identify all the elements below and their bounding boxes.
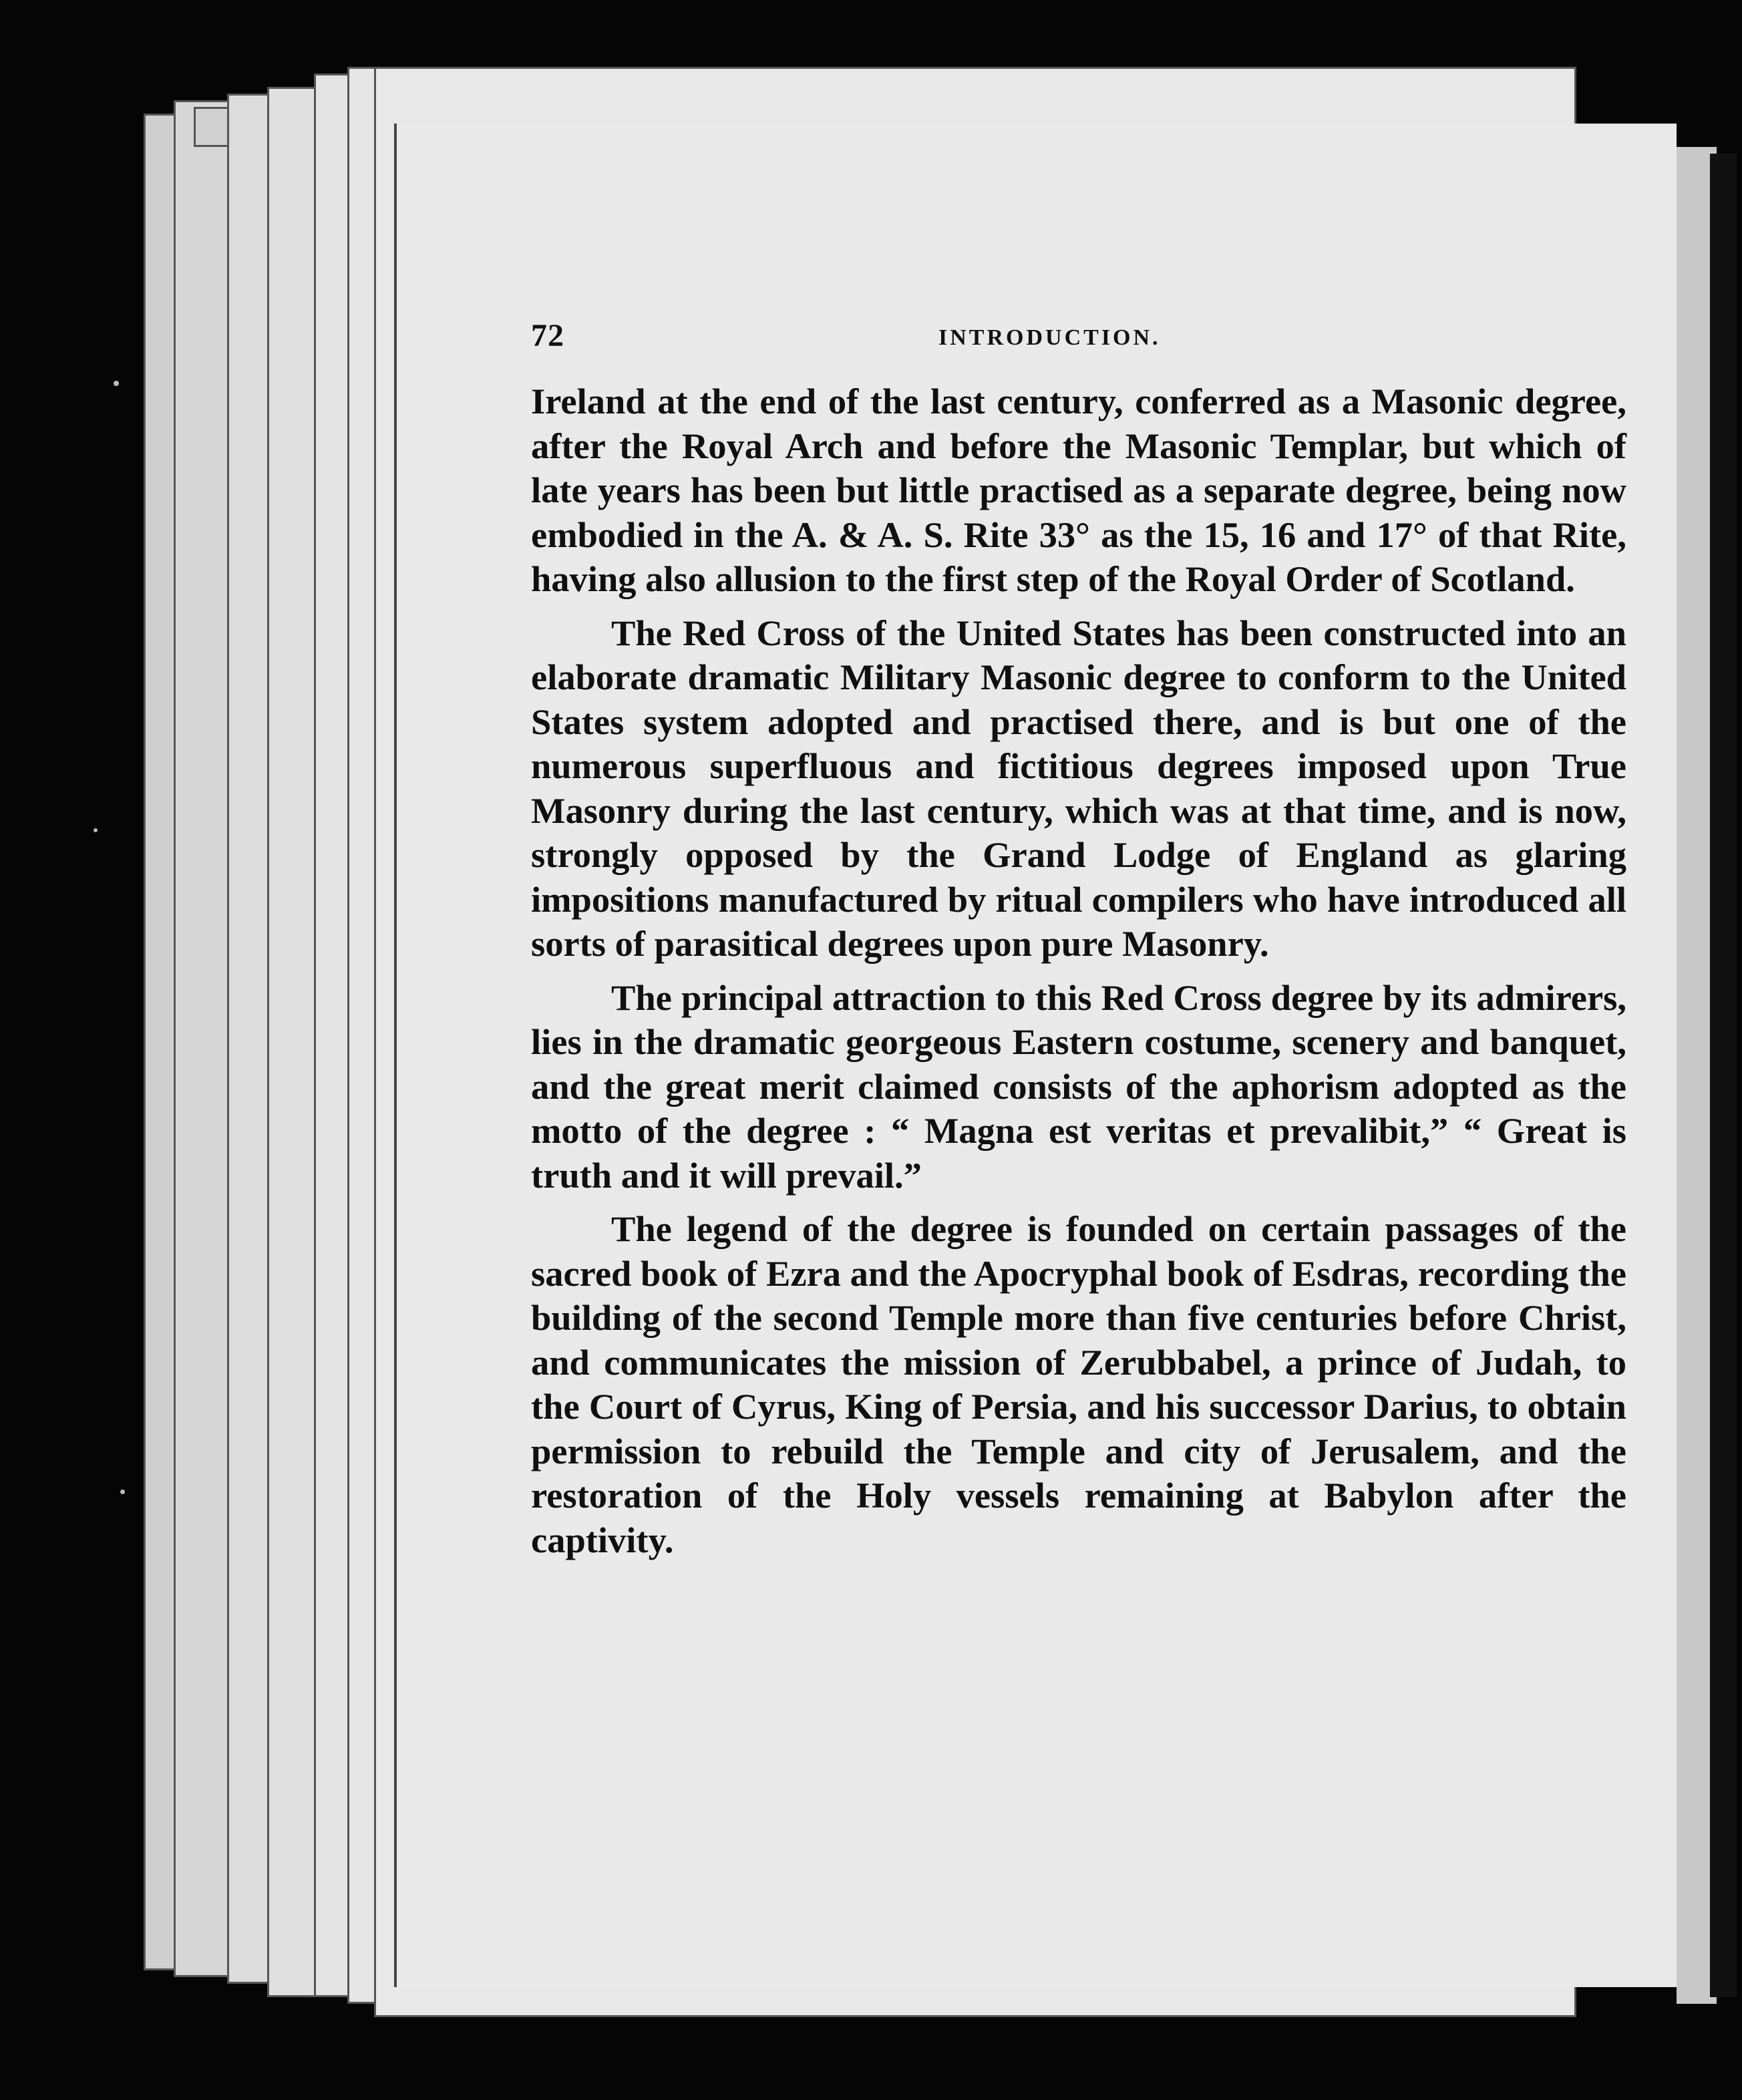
- page-number: 72: [531, 318, 564, 353]
- scan-speck: [120, 1490, 125, 1494]
- paragraph: Ireland at the end of the last century, conferred as a Masonic degree, after the Royal Arch and before the Masonic Templar, but which of late years has been but little practised as a separate degree, being now embodied in the A. & A. S. Rite 33° as the 15, 16 and 17° of that Rite, having also allusion to the first step of the Royal Order of Scotland.: [531, 381, 1626, 599]
- body-text: [531, 379, 1626, 1572]
- scan-speck: [94, 828, 98, 832]
- page-header: [531, 317, 1626, 364]
- page-shadow: [1710, 154, 1737, 1997]
- scan-speck: [114, 381, 119, 386]
- running-head: INTRODUCTION.: [938, 325, 1161, 350]
- paragraph: The Red Cross of the United States has been constructed into an elaborate dramatic Military Masonic degree to conform to the United States system adopted and practised there, and is but one of the numerous superfluous and fictitious degrees imposed upon True Masonry during the last century, which was at that time, and is now, strongly opposed by the Grand Lodge of England as glaring impositions manufactured by ritual compilers who have introduced all sorts of parasitical degrees upon pure Masonry.: [531, 612, 1626, 964]
- paragraph: The legend of the degree is founded on certain passages of the sacred book of Ezra and the Apocryphal book of Esdras, recording the building of the second Temple more than five centuries before Christ, and communicates the mission of Zerubbabel, a prince of Judah, to the Court of Cyrus, King of Persia, and his successor Darius, to obtain permission to rebuild the Temple and city of Jerusalem, and the restoration of the Holy vessels remaining at Babylon after the captivity.: [531, 1208, 1626, 1560]
- paragraph: The principal attraction to this Red Cross degree by its admirers, lies in the dramatic georgeous Eastern costume, scenery and banquet, and the great merit claimed consists of the aphorism adopted as the motto of the degree : “ Magna est veritas et prevalibit,” “ Great is truth and it will prevail.”: [531, 977, 1626, 1196]
